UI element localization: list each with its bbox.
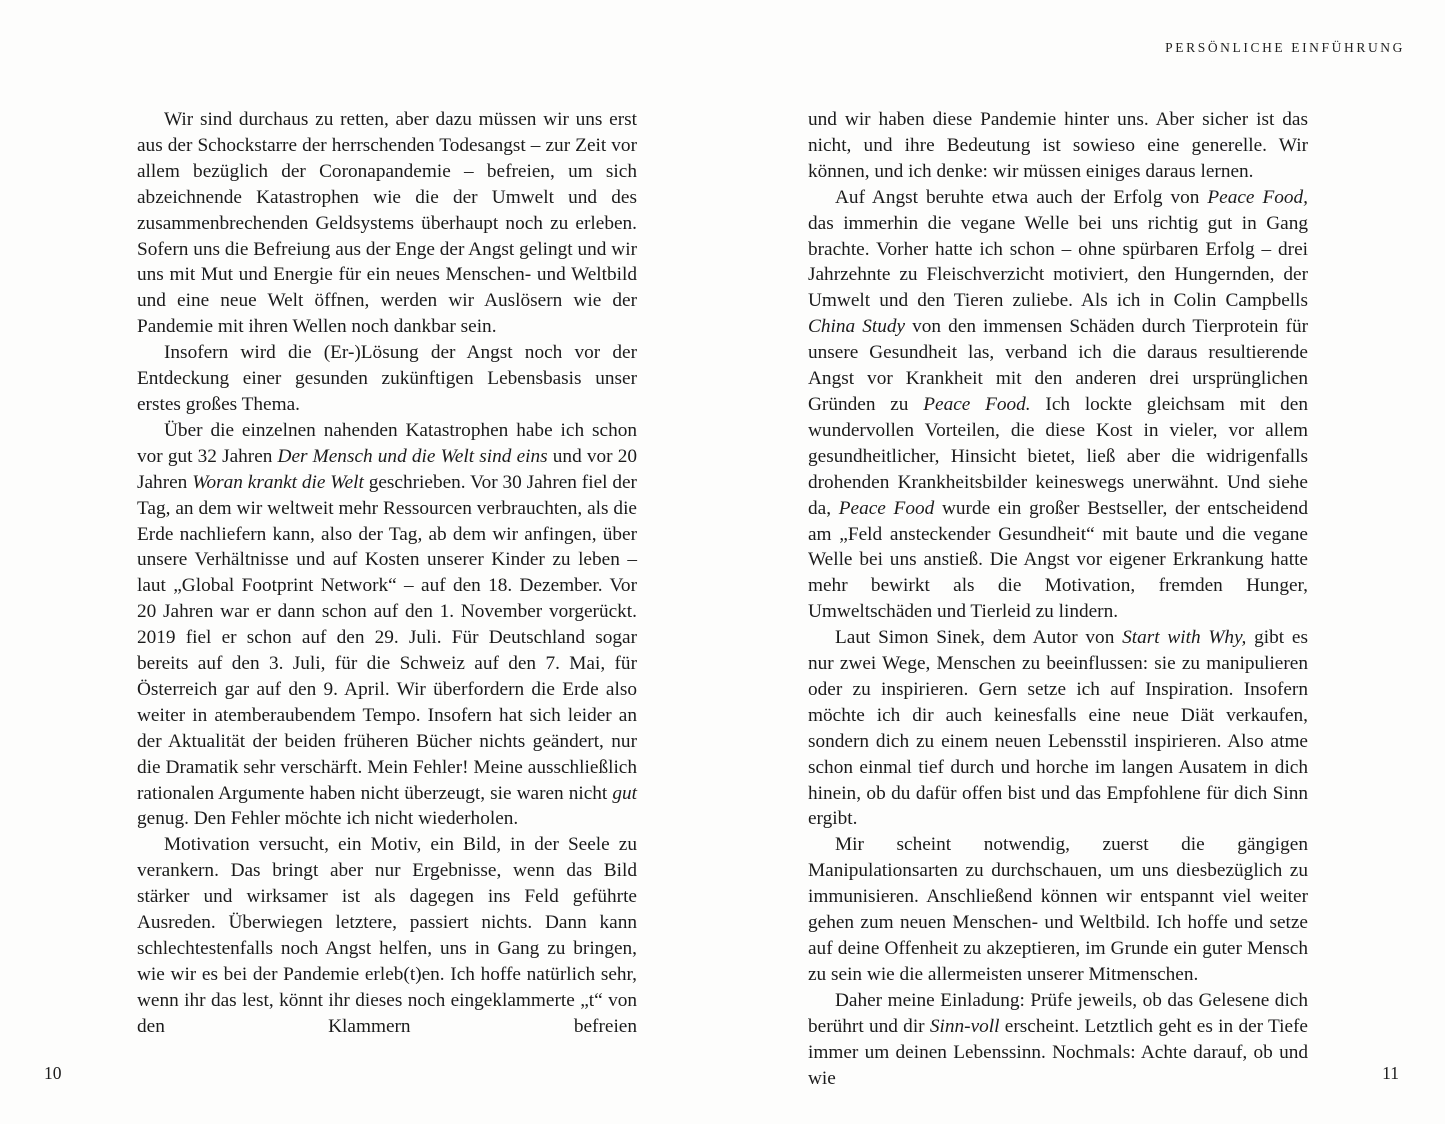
text-run: und wir haben diese Pandemie hinter uns. Aber sicher ist das nicht, und ihre Bedeutung ist sowieso eine generelle. Wir können, und ich denke: wir müssen einiges daraus lernen. xyxy=(808,109,1308,182)
italic-text-run: Start with Why, xyxy=(1122,627,1247,649)
text-run: wurde ein großer Bestseller, der entscheidend am „Feld ansteckender Gesundheit“ mit baute und die vegane Welle bei uns anstieß. Die Angst vor eigener Erkrankung hatte mehr bewirkt als die Motivation, fremden Hunger, Umweltschäden und Tierleid zu lindern. xyxy=(808,497,1308,623)
text-run: erscheint. Letztlich geht es in der Tiefe immer um deinen Lebenssinn. Nochmals: Achte darauf, ob und wie xyxy=(808,1015,1308,1089)
text-run: Ich lockte gleichsam mit den wundervollen Vorteilen, die diese Kost in vieler, vor allem gesundheitlicher, Hinsicht bietet, ließ aber die widrigenfalls drohenden Krankheitsbilder keineswegs unerwähnt. Und siehe da, xyxy=(808,393,1308,519)
italic-text-run: Peace Food xyxy=(838,497,935,519)
italic-text-run: China Study xyxy=(808,316,906,338)
italic-text-run: Woran krankt die Welt xyxy=(192,471,364,493)
paragraph xyxy=(137,340,637,418)
running-head: PERSÖNLICHE EINFÜHRUNG xyxy=(1165,40,1405,55)
text-run: von den immensen Schäden durch Tierprotein für unsere Gesundheit las, verband ich die daraus resultierende Angst vor Krankheit mit den anderen drei ursprünglichen Gründen zu xyxy=(808,316,1308,415)
paragraph xyxy=(808,988,1308,1092)
paragraph xyxy=(137,418,637,833)
italic-text-run: Peace Food, xyxy=(1207,186,1309,208)
text-run: Laut Simon Sinek, dem Autor von xyxy=(835,627,1123,649)
text-run: Über die einzelnen nahenden Katastrophen habe ich schon vor gut 32 Jahren xyxy=(137,419,637,467)
paragraph xyxy=(808,625,1308,832)
left-page-text xyxy=(137,107,637,1040)
text-run: Mir scheint notwendig, zuerst die gängigen Manipulationsarten zu durchschauen, um uns diesbezüglich zu immunisieren. Anschließend können wir entspannt viel weiter gehen zum neuen Menschen- und Weltbild. Ich hoffe und setze auf deine Offenheit zu akzeptieren, im Grunde ein guter Mensch zu sein wie die allermeisten unserer Mitmenschen. xyxy=(808,834,1308,985)
text-run: das immerhin die vegane Welle bei uns richtig gut in Gang brachte. Vorher hatte ich schon – ohne spürbaren Erfolg – drei Jahrzehnte zu Fleischverzicht motiviert, den Hungernden, der Umwelt und den Tieren zuliebe. Als ich in Colin Campbells xyxy=(808,212,1308,312)
text-run: Daher meine Einladung: Prüfe jeweils, ob das Gelesene dich berührt und dir xyxy=(808,989,1308,1037)
paragraph xyxy=(808,107,1308,185)
text-run: geschrieben. Vor 30 Jahren fiel der Tag, an dem wir weltweit mehr Ressourcen verbrauchten, als die Erde nachliefern kann, also der Tag, ab dem wir anfingen, über unsere Verhältnisse und auf Kosten unserer Kinder zu leben – laut „Global Footprint Network“ – auf den 18. Dezember. Vor 20 Jahren war er dann schon auf den 1. November vorgerückt. 2019 fiel er schon auf den 29. Juli. Für Deutschland sogar bereits auf den 3. Juli, für die Schweiz auf den 7. Mai, für Österreich gar auf den 9. April. Wir überfordern die Erde also weiter in atemberaubendem Tempo. Insofern hat sich leider an der Aktualität der beiden früheren Bücher nichts geändert, nur die Dramatik sehr verschärft. Mein Fehler! Meine ausschließlich rationalen Argumente haben nicht überzeugt, sie waren nicht xyxy=(137,471,637,804)
italic-text-run: Der Mensch und die Welt sind eins xyxy=(277,445,548,467)
text-run: Motivation versucht, ein Motiv, ein Bild, in der Seele zu verankern. Das bringt aber nur Ergebnisse, wenn das Bild stärker und wirksamer ist als dagegen ins Feld geführte Ausreden. Überwiegen letztere, passiert nichts. Dann kann schlechtestenfalls noch Angst helfen, uns in Gang zu bringen, wie wir es bei der Pandemie erleb(t)en. Ich hoffe natürlich sehr, wenn ihr das lest, könnt ihr dieses noch eingeklammerte „t“ von den Klammern befreien xyxy=(137,834,637,1037)
text-run: Insofern wird die (Er-)Lösung der Angst noch vor der Entdeckung einer gesunden zukünftigen Lebensbasis unser erstes großes Thema. xyxy=(137,342,637,415)
text-run: Wir sind durchaus zu retten, aber dazu müssen wir uns erst aus der Schockstarre der herrschenden Todesangst – zur Zeit vor allem bezüglich der Coronapandemie – befreien, um sich abzeichnende Katastrophen wie die der Umwelt und des zusammenbrechenden Geldsystems überhaupt noch zu erleben. Sofern uns die Befreiung aus der Enge der Angst gelingt und wir uns mit Mut und Energie für ein neues Menschen- und Weltbild und eine neue Welt öffnen, werden wir Auslösern wie der Pandemie mit ihren Wellen noch dankbar sein. xyxy=(137,109,637,338)
page-number-right: 11 xyxy=(1382,1063,1399,1083)
paragraph xyxy=(137,832,637,1039)
text-run: genug. Den Fehler möchte ich nicht wiederholen. xyxy=(137,808,519,830)
paragraph xyxy=(808,832,1308,987)
italic-text-run: Peace Food. xyxy=(923,393,1031,415)
paragraph xyxy=(808,185,1308,625)
italic-text-run: Sinn-voll xyxy=(929,1015,1000,1037)
paragraph xyxy=(137,107,637,340)
right-page-text xyxy=(808,107,1308,1091)
text-run: und vor 20 Jahren xyxy=(137,445,637,493)
italic-text-run: gut xyxy=(612,782,637,804)
page-number-left: 10 xyxy=(44,1063,62,1083)
text-run: Auf Angst beruhte etwa auch der Erfolg von xyxy=(835,186,1208,208)
text-run: gibt es nur zwei Wege, Menschen zu beeinflussen: sie zu manipulieren oder zu inspirieren. Gern setze ich auf Inspiration. Insofern möchte ich dir auch keinesfalls eine neue Diät verkaufen, sondern dich zu einem neuen Lebensstil inspirieren. Also atme schon einmal tief durch und horche im langen Ausatem in dich hinein, ob du dafür offen bist und das Empfohlene für dich Sinn ergibt. xyxy=(808,627,1308,830)
